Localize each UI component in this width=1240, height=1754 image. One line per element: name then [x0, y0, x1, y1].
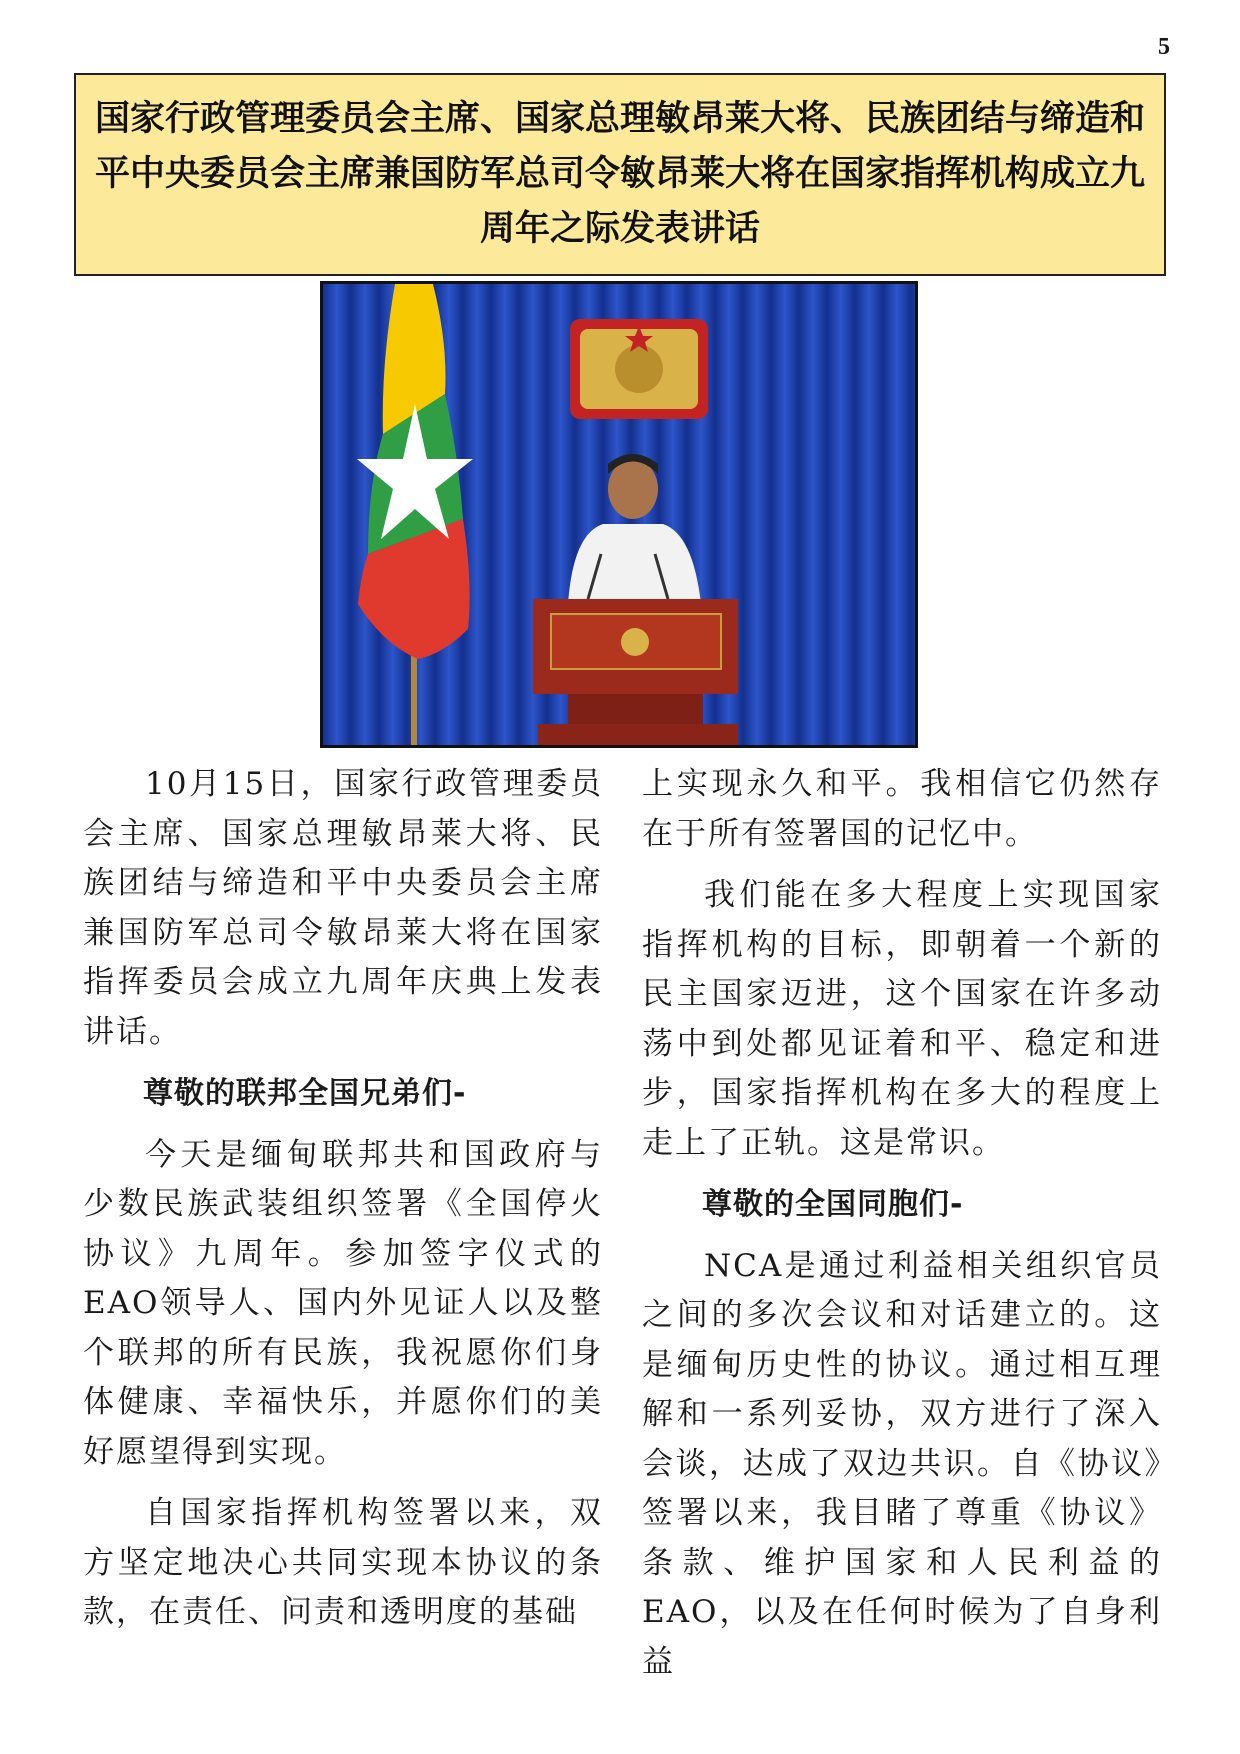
paragraph-continued: 上实现永久和平。我相信它仍然存在于所有签署国的记忆中。	[642, 766, 1162, 852]
paragraph: 10月15日，国家行政管理委员会主席、国家总理敏昂莱大将、民族团结与缔造和平中央委员会主席兼国防军总司令敏昂莱大将在国家指挥委员会成立九周年庆典上发表讲话。	[83, 766, 603, 1050]
left-column	[83, 760, 603, 1650]
news-photo	[320, 281, 918, 748]
page-number: 5	[1158, 34, 1170, 60]
title-box	[74, 73, 1166, 276]
right-column	[642, 760, 1162, 1699]
paragraph: NCA是通过利益相关组织官员之间的多次会议和对话建立的。这是缅甸历史性的协议。通过相互理解和一系列妥协，双方进行了深入会谈，达成了双边共识。自《协议》签署以来，我目睹了尊重《协议》条款、维护国家和人民利益的EAO，以及在任何时候为了自身利益	[642, 1247, 1162, 1680]
section-heading: 尊敬的联邦全国兄弟们-	[143, 1076, 467, 1111]
speaker-at-podium-image	[323, 284, 915, 745]
paragraph: 我们能在多大程度上实现国家指挥机构的目标，即朝着一个新的民主国家迈进，这个国家在许多动荡中到处都见证着和平、稳定和进步，国家指挥机构在多大的程度上走上了正轨。这是常识。	[642, 877, 1162, 1161]
paragraph: 今天是缅甸联邦共和国政府与少数民族武装组织签署《全国停火协议》九周年。参加签字仪式的EAO领导人、国内外见证人以及整个联邦的所有民族，我祝愿你们身体健康、幸福快乐，并愿你们的美好愿望得到实现。	[83, 1136, 603, 1470]
page-title: 国家行政管理委员会主席、国家总理敏昂莱大将、民族团结与缔造和平中央委员会主席兼国防军总司令敏昂莱大将在国家指挥机构成立九周年之际发表讲话	[94, 99, 1145, 249]
state-emblem	[570, 319, 708, 419]
section-heading: 尊敬的全国同胞们-	[702, 1187, 964, 1222]
paragraph: 自国家指挥机构签署以来，双方坚定地决心共同实现本协议的条款，在责任、问责和透明度的基础	[83, 1495, 603, 1630]
